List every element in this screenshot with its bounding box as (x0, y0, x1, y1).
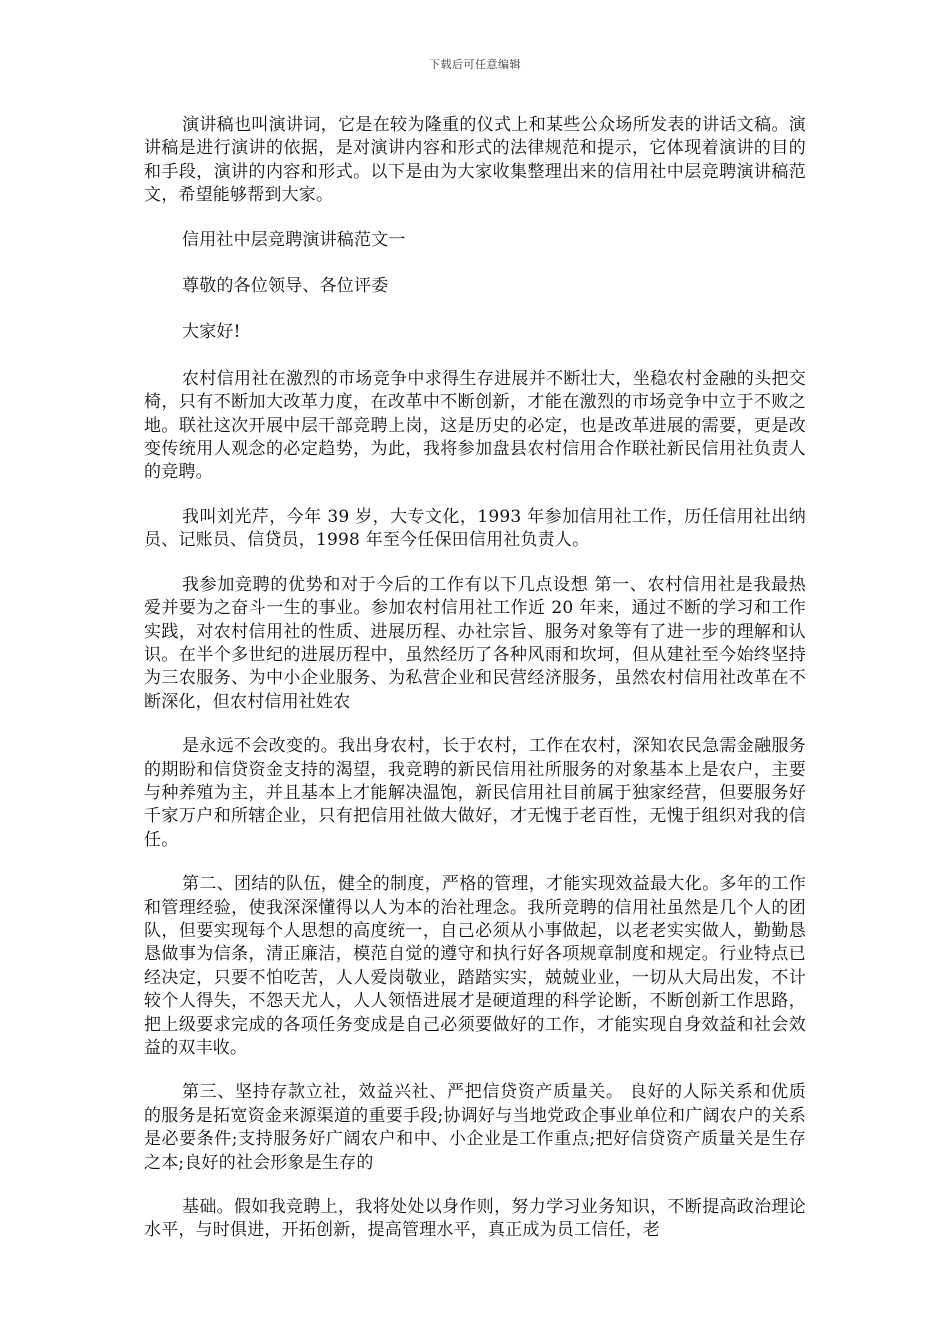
body-paragraph: 第二、团结的队伍，健全的制度，严格的管理，才能实现效益最大化。多年的工作和管理经验，使我深深懂得以人为本的治社理念。我所竞聘的信用社虽然是几个人的团队，但要实现每个人思想的高度统一，自己必须从小事做起，以老老实实做人，勤勤恳恳做事为信条，清正廉洁，模范自觉的遵守和执行好各项规章制度和规定。行业特点已经决定，只要不怕吃苦，人人爱岗敬业，踏踏实实，兢兢业业，一切从大局出发，不计较个人得失，不怨天尤人，人人领悟进展才是硬道理的科学论断，不断创新工作思路，把上级要求完成的各项任务变成是自己必须要做好的工作，才能实现自身效益和社会效益的双丰收。 (144, 874, 806, 1058)
body-paragraph: 我参加竞聘的优势和对于今后的工作有以下几点设想 第一、农村信用社是我最热爱并要为之奋斗一生的事业。参加农村信用社工作近 20 年来，通过不断的学习和工作实践，对农村信用社的性质、进展历程、办社宗旨、服务对象等有了进一步的理解和认识。在半个多世纪的进展历程中，虽然经历了各种风雨和坎坷，但从建社至今始终坚持为三农服务、为中小企业服务、为私营企业和民营经济服务，虽然农村信用社改革在不断深化，但农村信用社姓农 (144, 574, 806, 712)
section-title: 信用社中层竞聘演讲稿范文一 (182, 229, 406, 250)
body-paragraph: 农村信用社在激烈的市场竞争中求得生存进展并不断壮大，坐稳农村金融的头把交椅，只有不断加大改革力度，在改革中不断创新，才能在激烈的市场竞争中立于不败之地。联社这次开展中层干部竞聘上岗，这是历史的必定，也是改革进展的需要，更是改变传统用人观念的必定趋势，为此，我将参加盘县农村信用合作联社新民信用社负责人的竞聘。 (144, 368, 806, 483)
greeting: 大家好! (182, 322, 241, 343)
intro-paragraph: 演讲稿也叫演讲词，它是在较为隆重的仪式上和某些公众场所发表的讲话文稿。演讲稿是进行演讲的依据，是对演讲内容和形式的法律规范和提示，它体现着演讲的目的和手段，演讲的内容和形式。以下是由为大家收集整理出来的信用社中层竞聘演讲稿范文，希望能够帮到大家。 (144, 115, 806, 206)
body-paragraph: 第三、坚持存款立社，效益兴社、严把信贷资产质量关。 良好的人际关系和优质的服务是拓宽资金来源渠道的重要手段;协调好与当地党政企事业单位和广阔农户的关系是必要条件;支持服务好广阔农户和中、小企业是工作重点;把好信贷资产质量关是生存之本;良好的社会形象是生存的 (144, 1082, 806, 1173)
body-paragraph: 我叫刘光芹，今年 39 岁，大专文化，1993 年参加信用社工作，历任信用社出纳员、记账员、信贷员，1998 年至今任保田信用社负责人。 (144, 506, 806, 551)
body-paragraph: 是永远不会改变的。我出身农村，长于农村，工作在农村，深知农民急需金融服务的期盼和信贷资金支持的渴望，我竞聘的新民信用社所服务的对象基本上是农户，主要与种养殖为主，并且基本上才能解决温饱，新民信用社目前属于独家经营，但要服务好千家万户和所辖企业，只有把信用社做大做好，才无愧于老百性，无愧于组织对我的信任。 (144, 736, 806, 850)
salutation: 尊敬的各位领导、各位评委 (182, 276, 389, 297)
document-body (144, 114, 806, 1264)
page-header-note: 下载后可任意编辑 (429, 58, 521, 71)
body-paragraph: 基础。假如我竞聘上，我将处处以身作则，努力学习业务知识，不断提高政治理论水平，与时俱进，开拓创新，提高管理水平，真正成为员工信任，老 (144, 1197, 806, 1241)
